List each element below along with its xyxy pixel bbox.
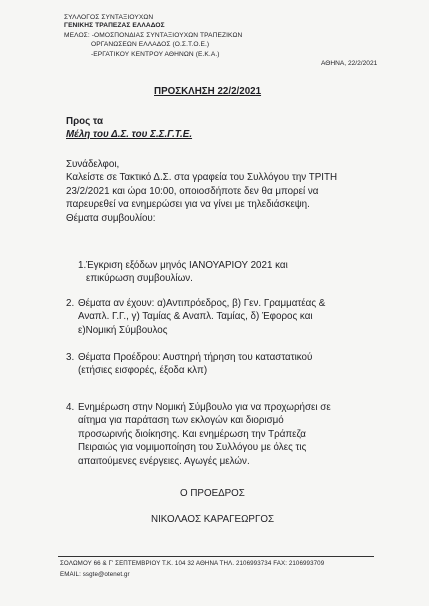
letterhead-association-name: ΣΥΛΛΟΓΟΣ ΣΥΝΤΑΞΙΟΥΧΩΝ <box>64 14 154 21</box>
letterhead-membership-line: ΜΕΛΟΣ: -ΟΜΟΣΠΟΝΔΙΑΣ ΣΥΝΤΑΞΙΟΥΧΩΝ ΤΡΑΠΕΖΙΚΩΝ <box>64 32 243 39</box>
letterhead-membership-line: ΟΡΓΑΝΩΣΕΩΝ ΕΛΛΑΔΟΣ (Ο.Σ.Τ.Ο.Ε.) <box>91 41 210 48</box>
agenda-item-line: αίτημα για παράταση των εκλογών και διορισμό <box>78 415 284 427</box>
body-line: Καλείστε σε Τακτικό Δ.Σ. στα γραφεία του Συλλόγου την ΤΡΙΤΗ <box>66 172 338 184</box>
greeting: Συνάδελφοι, <box>66 159 120 170</box>
body-line: 23/2/2021 και ώρα 10:00, οποιοσδήποτε δεν θα μπορεί να <box>66 185 319 197</box>
agenda-item-line: (ετήσιες εισφορές, έξοδα κλπ) <box>78 365 208 377</box>
letterhead-membership-line: -ΕΡΓΑΤΙΚΟΥ ΚΕΝΤΡΟΥ ΑΘΗΝΩΝ (Ε.Κ.Α.) <box>91 51 220 58</box>
agenda-item-number: 2. <box>66 298 75 309</box>
agenda-item-line: προσωρινής διοίκησης. Και ενημέρωση την Τράπεζα <box>78 428 306 440</box>
agenda-item-continuation <box>86 272 193 285</box>
document-title: ΠΡΟΣΚΛΗΣΗ 22/2/2021 <box>154 86 262 97</box>
agenda-item-line: ε)Νομική Σύμβουλος <box>78 324 168 336</box>
agenda-item-line: απαιτούμενες ενέργειες. Αγωγές μελών. <box>78 455 250 467</box>
recipient-line: Μέλη του Δ.Σ. του Σ.Σ.Γ.Τ.Ε. <box>66 129 193 140</box>
letterhead-bank-name: ΓΕΝΙΚΗΣ ΤΡΑΠΕΖΑΣ ΕΛΛΑΔΟΣ <box>64 22 165 29</box>
agenda-item-line: Έγκριση εξόδων μηνός ΙΑΝΟΥΑΡΙΟΥ 2021 και <box>86 260 288 271</box>
agenda-item-number: 4. <box>66 402 75 413</box>
body-line: Θέματα συμβουλίου: <box>66 212 156 224</box>
signature-name: ΝΙΚΟΛΑΟΣ ΚΑΡΑΓΕΩΡΓΟΣ <box>151 514 275 525</box>
agenda-item-line: Ενημέρωση στην Νομική Σύμβουλο για να προχωρήσει σε <box>78 402 331 413</box>
agenda-item-line: Πειραιώς για νομιμοποίηση του Συλλόγου με όλες τις <box>78 442 307 454</box>
agenda-item-line: Θέματα Προέδρου: Αυστηρή τήρηση του καταστατικού <box>78 352 313 363</box>
footer-address: ΣΟΛΩΜΟΥ 66 & Γ' ΣΕΠΤΕΜΒΡΙΟΥ Τ.Κ. 104 32 ΑΘΗΝΑ ΤΗΛ. 2106993734 FAX: 2106993709 <box>60 560 325 567</box>
body-line: παρευρεθεί να ενημερώσει για να γίνει με τηλεδιάσκεψη. <box>66 199 310 211</box>
footer-divider <box>58 556 374 557</box>
agenda-item-line: Αναπλ. Γ.Γ., γ) Ταμίας & Αναπλ. Ταμίας, δ) Έφορος και <box>78 311 313 323</box>
place-date: ΑΘΗΝΑ, 22/2/2021 <box>321 60 378 67</box>
agenda-item-number: 1. <box>78 260 87 271</box>
agenda-item-number: 3. <box>66 352 75 363</box>
footer-email: EMAIL: ssgte@otenet.gr <box>60 571 130 578</box>
agenda-item-line: επικύρωση συμβουλίων. <box>86 273 193 284</box>
signature-role: Ο ΠΡΟΕΔΡΟΣ <box>180 488 245 499</box>
body-text <box>66 158 366 225</box>
recipient-line: Προς τα <box>66 116 104 127</box>
agenda-item-line: Θέματα αν έχουν: α)Αντιπρόεδρος, β) Γεν. Γραμματέας & <box>78 298 326 309</box>
